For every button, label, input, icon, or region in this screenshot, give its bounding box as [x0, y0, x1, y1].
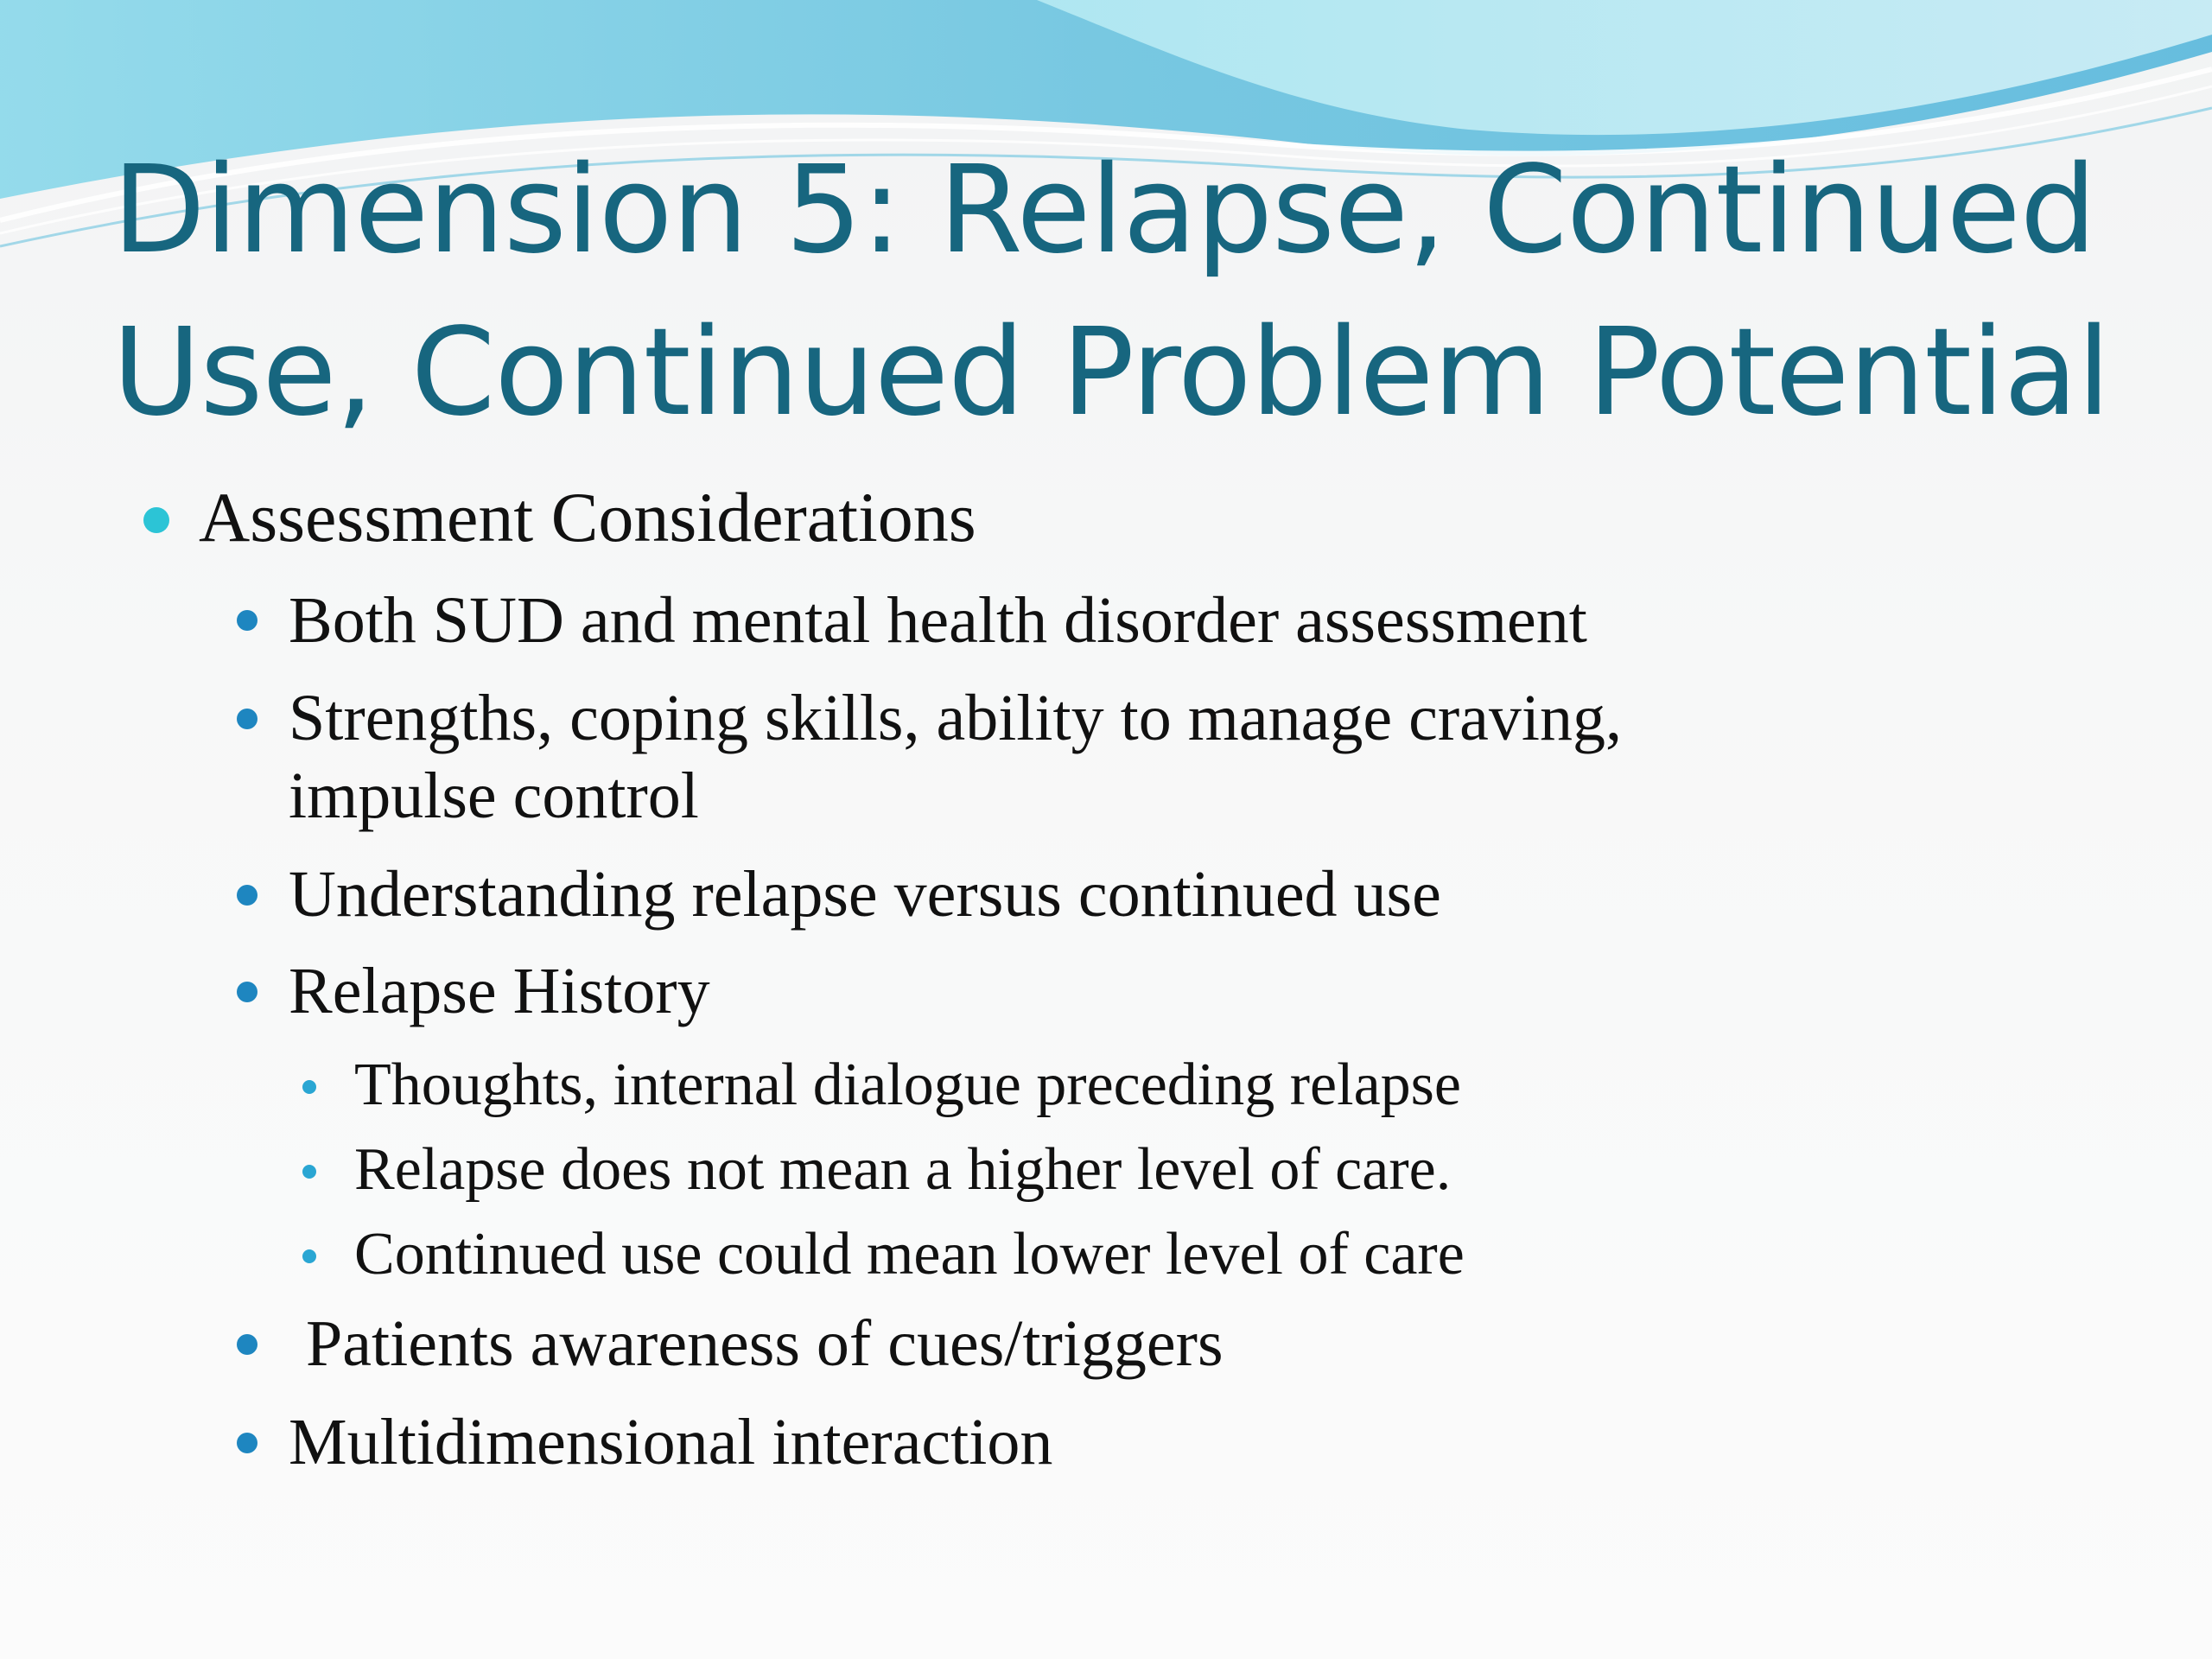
bullet-icon: [237, 709, 257, 729]
bullet-icon: [237, 982, 257, 1002]
bullet-icon: [237, 1433, 257, 1453]
list-item-relapse-history: Relapse History: [289, 955, 710, 1027]
title-line-2: Use, Continued Problem Potential: [112, 302, 2110, 443]
list-item: Patients awareness of cues/triggers: [306, 1307, 1224, 1380]
bullet-icon: [143, 507, 169, 533]
list-item: Understanding relapse versus continued use: [289, 858, 1441, 931]
list-item: Both SUD and mental health disorder assessment: [289, 584, 1587, 657]
list-item-assessment-considerations: Assessment Considerations: [199, 478, 976, 556]
bullet-icon: [302, 1249, 316, 1263]
list-item: Multidimensional interaction: [289, 1406, 1053, 1478]
bullet-icon: [237, 885, 257, 906]
list-item: Strengths, coping skills, ability to manage craving,: [289, 682, 1622, 754]
bullet-icon: [302, 1165, 316, 1179]
sub-list-item: Continued use could mean lower level of care: [354, 1221, 1465, 1287]
list-item-continuation: impulse control: [289, 760, 699, 832]
bullet-icon: [237, 610, 257, 631]
sub-list-item: Relapse does not mean a higher level of care.: [354, 1136, 1452, 1203]
sub-list-item: Thoughts, internal dialogue preceding relapse: [354, 1052, 1461, 1118]
bullet-icon: [237, 1334, 257, 1355]
bullet-icon: [302, 1080, 316, 1094]
title-line-1: Dimension 5: Relapse, Continued: [112, 140, 2096, 281]
